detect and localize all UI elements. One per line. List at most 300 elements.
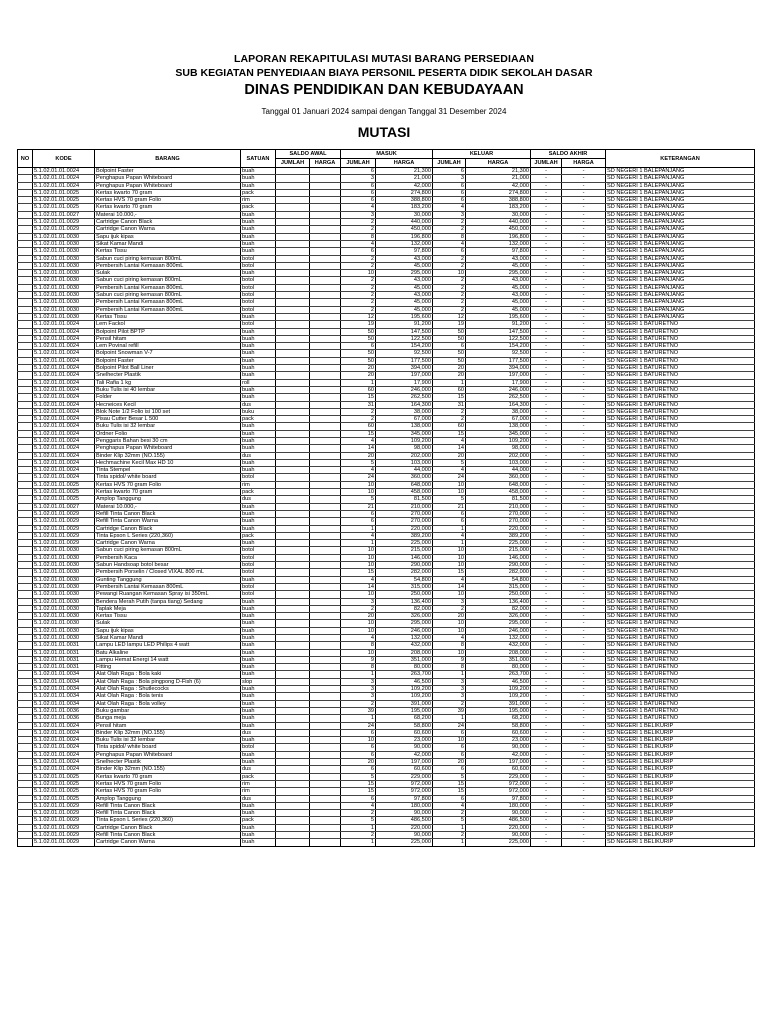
- col-keterangan: KETERANGAN: [606, 150, 755, 168]
- cell-saldo-awal-harga: [310, 795, 341, 802]
- cell-keluar-harga: 46,500: [466, 678, 531, 685]
- report-title-line1: LAPORAN REKAPITULASI MUTASI BARANG PERSEDIAAN: [233, 53, 535, 65]
- cell-keluar-harga: 197,000: [466, 759, 531, 766]
- cell-masuk-jumlah: 1: [341, 671, 376, 678]
- cell-satuan: buah: [241, 343, 276, 350]
- cell-keluar-jumlah: 8: [433, 233, 466, 240]
- cell-saldo-awal-jumlah: [276, 240, 310, 247]
- cell-saldo-akhir-jumlah: -: [531, 678, 562, 685]
- cell-saldo-akhir-harga: -: [562, 350, 606, 357]
- cell-keluar-harga: 138,000: [466, 423, 531, 430]
- cell-saldo-akhir-jumlah: -: [531, 737, 562, 744]
- cell-saldo-akhir-jumlah: -: [531, 620, 562, 627]
- table-row: [18, 197, 755, 204]
- cell-masuk-harga: 21,000: [376, 175, 433, 182]
- cell-no: [18, 175, 33, 182]
- cell-masuk-harga: 81,500: [376, 496, 433, 503]
- cell-keterangan: SD NEGERI 1 BATURETNO: [606, 350, 755, 357]
- cell-saldo-awal-jumlah: [276, 642, 310, 649]
- cell-kode: 5.1.02.01.01.0024: [33, 445, 95, 452]
- cell-no: [18, 613, 33, 620]
- cell-saldo-akhir-harga: -: [562, 832, 606, 839]
- cell-saldo-awal-harga: [310, 591, 341, 598]
- cell-saldo-awal-jumlah: [276, 430, 310, 437]
- cell-kode: 5.1.02.01.01.0024: [33, 474, 95, 481]
- cell-masuk-harga: 263,700: [376, 671, 433, 678]
- table-row: [18, 686, 755, 693]
- cell-kode: 5.1.02.01.01.0029: [33, 518, 95, 525]
- cell-masuk-harga: 97,800: [376, 795, 433, 802]
- cell-saldo-awal-jumlah: [276, 540, 310, 547]
- cell-keterangan: SD NEGERI 1 BALEPANJANG: [606, 270, 755, 277]
- col-keluar-jumlah: JUMLAH: [433, 159, 466, 168]
- cell-saldo-akhir-jumlah: -: [531, 569, 562, 576]
- cell-barang: Refill Tinta Canon Black: [95, 510, 241, 517]
- cell-masuk-jumlah: 10: [341, 737, 376, 744]
- cell-saldo-awal-harga: [310, 365, 341, 372]
- cell-kode: 5.1.02.01.01.0030: [33, 620, 95, 627]
- cell-keluar-jumlah: 14: [433, 583, 466, 590]
- cell-keterangan: SD NEGERI 1 BELIKURIP: [606, 773, 755, 780]
- cell-saldo-akhir-harga: -: [562, 518, 606, 525]
- cell-masuk-jumlah: 5: [341, 817, 376, 824]
- cell-saldo-awal-jumlah: [276, 700, 310, 707]
- cell-saldo-awal-jumlah: [276, 583, 310, 590]
- cell-no: [18, 547, 33, 554]
- table-row: [18, 562, 755, 569]
- cell-keluar-jumlah: 4: [433, 802, 466, 809]
- cell-saldo-awal-harga: [310, 554, 341, 561]
- cell-keterangan: SD NEGERI 1 BELIKURIP: [606, 737, 755, 744]
- cell-barang: Alat Olah Raga : Bola tenis: [95, 693, 241, 700]
- cell-satuan: buah: [241, 635, 276, 642]
- cell-saldo-akhir-harga: -: [562, 678, 606, 685]
- cell-satuan: buah: [241, 700, 276, 707]
- cell-no: [18, 357, 33, 364]
- cell-saldo-akhir-harga: -: [562, 474, 606, 481]
- table-row: [18, 744, 755, 751]
- cell-keluar-harga: 208,000: [466, 649, 531, 656]
- cell-keluar-jumlah: 24: [433, 474, 466, 481]
- cell-kode: 5.1.02.01.01.0025: [33, 795, 95, 802]
- cell-masuk-jumlah: 6: [341, 729, 376, 736]
- cell-saldo-akhir-harga: -: [562, 255, 606, 262]
- cell-kode: 5.1.02.01.01.0030: [33, 547, 95, 554]
- cell-keluar-jumlah: 5: [433, 817, 466, 824]
- cell-keterangan: SD NEGERI 1 BELIKURIP: [606, 810, 755, 817]
- cell-saldo-awal-harga: [310, 328, 341, 335]
- cell-saldo-awal-harga: [310, 671, 341, 678]
- cell-keluar-jumlah: 2: [433, 219, 466, 226]
- cell-saldo-awal-harga: [310, 467, 341, 474]
- cell-kode: 5.1.02.01.01.0024: [33, 343, 95, 350]
- cell-saldo-awal-jumlah: [276, 459, 310, 466]
- cell-satuan: buah: [241, 518, 276, 525]
- cell-kode: 5.1.02.01.01.0024: [33, 350, 95, 357]
- cell-saldo-awal-jumlah: [276, 474, 310, 481]
- cell-saldo-awal-harga: [310, 379, 341, 386]
- cell-saldo-awal-jumlah: [276, 510, 310, 517]
- cell-saldo-akhir-jumlah: -: [531, 481, 562, 488]
- cell-masuk-jumlah: 6: [341, 168, 376, 175]
- cell-saldo-akhir-harga: -: [562, 576, 606, 583]
- cell-saldo-awal-jumlah: [276, 175, 310, 182]
- cell-no: [18, 321, 33, 328]
- cell-no: [18, 255, 33, 262]
- cell-masuk-jumlah: 20: [341, 759, 376, 766]
- cell-masuk-jumlah: 3: [341, 598, 376, 605]
- cell-no: [18, 372, 33, 379]
- cell-no: [18, 182, 33, 189]
- cell-keterangan: SD NEGERI 1 BATURETNO: [606, 583, 755, 590]
- cell-kode: 5.1.02.01.01.0030: [33, 299, 95, 306]
- cell-keluar-jumlah: 15: [433, 569, 466, 576]
- cell-no: [18, 292, 33, 299]
- cell-barang: Folder: [95, 394, 241, 401]
- table-row: [18, 467, 755, 474]
- cell-keluar-jumlah: 31: [433, 401, 466, 408]
- cell-saldo-awal-harga: [310, 540, 341, 547]
- cell-keterangan: SD NEGERI 1 BALEPANJANG: [606, 284, 755, 291]
- cell-saldo-awal-harga: [310, 686, 341, 693]
- cell-masuk-harga: 68,200: [376, 715, 433, 722]
- cell-keluar-harga: 351,000: [466, 656, 531, 663]
- cell-saldo-awal-harga: [310, 664, 341, 671]
- cell-saldo-akhir-jumlah: -: [531, 335, 562, 342]
- cell-satuan: buah: [241, 686, 276, 693]
- cell-keluar-jumlah: 60: [433, 386, 466, 393]
- cell-keterangan: SD NEGERI 1 BELIKURIP: [606, 824, 755, 831]
- cell-saldo-akhir-jumlah: -: [531, 496, 562, 503]
- cell-keterangan: SD NEGERI 1 BELIKURIP: [606, 729, 755, 736]
- col-saldo-awal: SALDO AWAL: [276, 150, 341, 159]
- cell-saldo-awal-jumlah: [276, 372, 310, 379]
- cell-masuk-jumlah: 10: [341, 562, 376, 569]
- cell-keluar-jumlah: 2: [433, 226, 466, 233]
- cell-saldo-awal-jumlah: [276, 678, 310, 685]
- table-row: [18, 510, 755, 517]
- cell-keluar-harga: 90,000: [466, 744, 531, 751]
- cell-keterangan: SD NEGERI 1 BELIKURIP: [606, 802, 755, 809]
- cell-saldo-awal-harga: [310, 642, 341, 649]
- cell-keluar-harga: 136,400: [466, 598, 531, 605]
- cell-masuk-harga: 92,500: [376, 350, 433, 357]
- cell-kode: 5.1.02.01.01.0030: [33, 613, 95, 620]
- cell-barang: Refill Tinta Canon Black: [95, 832, 241, 839]
- cell-keterangan: SD NEGERI 1 BALEPANJANG: [606, 277, 755, 284]
- cell-masuk-harga: 246,000: [376, 627, 433, 634]
- cell-keluar-jumlah: 5: [433, 773, 466, 780]
- cell-saldo-akhir-harga: -: [562, 240, 606, 247]
- cell-satuan: rim: [241, 481, 276, 488]
- cell-satuan: buah: [241, 503, 276, 510]
- cell-masuk-harga: 389,200: [376, 532, 433, 539]
- cell-keluar-harga: 360,000: [466, 474, 531, 481]
- cell-saldo-awal-harga: [310, 627, 341, 634]
- cell-saldo-awal-jumlah: [276, 817, 310, 824]
- cell-saldo-awal-harga: [310, 459, 341, 466]
- cell-masuk-harga: 315,000: [376, 583, 433, 590]
- cell-no: [18, 773, 33, 780]
- cell-satuan: botol: [241, 255, 276, 262]
- cell-saldo-awal-jumlah: [276, 394, 310, 401]
- cell-no: [18, 562, 33, 569]
- cell-satuan: buah: [241, 335, 276, 342]
- col-keluar: KELUAR: [433, 150, 531, 159]
- cell-keterangan: SD NEGERI 1 BALEPANJANG: [606, 175, 755, 182]
- cell-no: [18, 780, 33, 787]
- cell-no: [18, 693, 33, 700]
- cell-no: [18, 598, 33, 605]
- cell-keluar-jumlah: 6: [433, 182, 466, 189]
- cell-saldo-awal-harga: [310, 372, 341, 379]
- cell-saldo-akhir-jumlah: -: [531, 635, 562, 642]
- cell-satuan: botol: [241, 292, 276, 299]
- cell-masuk-jumlah: 8: [341, 233, 376, 240]
- cell-kode: 5.1.02.01.01.0024: [33, 423, 95, 430]
- cell-kode: 5.1.02.01.01.0025: [33, 489, 95, 496]
- cell-masuk-jumlah: 50: [341, 335, 376, 342]
- cell-no: [18, 686, 33, 693]
- cell-saldo-akhir-harga: -: [562, 737, 606, 744]
- cell-masuk-harga: 58,800: [376, 722, 433, 729]
- cell-no: [18, 540, 33, 547]
- cell-keluar-jumlah: 6: [433, 795, 466, 802]
- cell-satuan: botol: [241, 569, 276, 576]
- cell-kode: 5.1.02.01.01.0034: [33, 678, 95, 685]
- cell-barang: Kertas kwarto 70 gram: [95, 773, 241, 780]
- table-row: [18, 226, 755, 233]
- cell-saldo-akhir-jumlah: -: [531, 773, 562, 780]
- cell-keluar-jumlah: 6: [433, 248, 466, 255]
- cell-saldo-awal-jumlah: [276, 569, 310, 576]
- cell-satuan: buah: [241, 671, 276, 678]
- cell-masuk-jumlah: 15: [341, 780, 376, 787]
- cell-saldo-awal-jumlah: [276, 693, 310, 700]
- cell-saldo-akhir-harga: -: [562, 379, 606, 386]
- cell-barang: Kertas Tissu: [95, 613, 241, 620]
- cell-keluar-jumlah: 50: [433, 350, 466, 357]
- cell-barang: Sabun Handsoap botol besar: [95, 562, 241, 569]
- cell-kode: 5.1.02.01.01.0036: [33, 715, 95, 722]
- cell-saldo-awal-harga: [310, 751, 341, 758]
- cell-satuan: pack: [241, 204, 276, 211]
- cell-barang: Lampu LED lampu LED Philips 4 watt: [95, 642, 241, 649]
- cell-keluar-jumlah: 6: [433, 766, 466, 773]
- cell-satuan: botol: [241, 591, 276, 598]
- cell-keterangan: SD NEGERI 1 BATURETNO: [606, 627, 755, 634]
- cell-keluar-jumlah: 8: [433, 642, 466, 649]
- cell-barang: Sabun cuci piring kemasan 800mL: [95, 277, 241, 284]
- cell-saldo-akhir-jumlah: -: [531, 248, 562, 255]
- cell-saldo-akhir-harga: -: [562, 189, 606, 196]
- cell-kode: 5.1.02.01.01.0024: [33, 401, 95, 408]
- cell-saldo-awal-harga: [310, 474, 341, 481]
- table-row: [18, 459, 755, 466]
- cell-masuk-jumlah: 8: [341, 664, 376, 671]
- cell-keluar-harga: 103,000: [466, 459, 531, 466]
- cell-masuk-jumlah: 4: [341, 240, 376, 247]
- cell-keluar-jumlah: 2: [433, 255, 466, 262]
- cell-keluar-harga: 229,000: [466, 773, 531, 780]
- cell-masuk-jumlah: 3: [341, 678, 376, 685]
- cell-no: [18, 313, 33, 320]
- cell-kode: 5.1.02.01.01.0030: [33, 569, 95, 576]
- cell-no: [18, 335, 33, 342]
- cell-saldo-akhir-harga: -: [562, 204, 606, 211]
- cell-saldo-akhir-harga: -: [562, 788, 606, 795]
- cell-no: [18, 817, 33, 824]
- cell-keluar-harga: 195,600: [466, 313, 531, 320]
- col-keluar-harga: HARGA: [466, 159, 531, 168]
- cell-keterangan: SD NEGERI 1 BATURETNO: [606, 554, 755, 561]
- table-row: [18, 365, 755, 372]
- cell-barang: Lampu Hemat Energi 14 watt: [95, 656, 241, 663]
- cell-masuk-harga: 246,000: [376, 386, 433, 393]
- cell-keluar-harga: 154,200: [466, 343, 531, 350]
- cell-barang: Lem Povinal refill: [95, 343, 241, 350]
- cell-keterangan: SD NEGERI 1 BELIKURIP: [606, 780, 755, 787]
- cell-keluar-harga: 391,000: [466, 700, 531, 707]
- cell-kode: 5.1.02.01.01.0025: [33, 788, 95, 795]
- cell-saldo-awal-jumlah: [276, 321, 310, 328]
- table-row: [18, 591, 755, 598]
- cell-no: [18, 729, 33, 736]
- cell-saldo-akhir-jumlah: -: [531, 795, 562, 802]
- cell-keterangan: SD NEGERI 1 BATURETNO: [606, 481, 755, 488]
- cell-barang: Tinta Stempel: [95, 467, 241, 474]
- cell-masuk-harga: 326,000: [376, 613, 433, 620]
- cell-masuk-jumlah: 6: [341, 751, 376, 758]
- cell-masuk-jumlah: 15: [341, 569, 376, 576]
- cell-no: [18, 569, 33, 576]
- cell-saldo-akhir-harga: -: [562, 489, 606, 496]
- cell-saldo-akhir-jumlah: -: [531, 518, 562, 525]
- cell-masuk-jumlah: 3: [341, 693, 376, 700]
- cell-keluar-jumlah: 2: [433, 408, 466, 415]
- cell-satuan: buah: [241, 445, 276, 452]
- cell-saldo-awal-jumlah: [276, 219, 310, 226]
- cell-saldo-awal-harga: [310, 737, 341, 744]
- cell-masuk-harga: 215,000: [376, 547, 433, 554]
- cell-keluar-harga: 44,000: [466, 467, 531, 474]
- cell-barang: Tali Rafia 1 kg: [95, 379, 241, 386]
- cell-keterangan: SD NEGERI 1 BALEPANJANG: [606, 292, 755, 299]
- cell-saldo-akhir-harga: -: [562, 656, 606, 663]
- cell-saldo-awal-jumlah: [276, 481, 310, 488]
- cell-keterangan: SD NEGERI 1 BATURETNO: [606, 613, 755, 620]
- cell-barang: Hechmachine Kecil Max HD 10: [95, 459, 241, 466]
- cell-satuan: rim: [241, 780, 276, 787]
- cell-saldo-awal-harga: [310, 357, 341, 364]
- cell-saldo-akhir-jumlah: -: [531, 189, 562, 196]
- cell-masuk-harga: 229,000: [376, 773, 433, 780]
- cell-saldo-akhir-harga: -: [562, 686, 606, 693]
- cell-masuk-harga: 42,000: [376, 182, 433, 189]
- cell-masuk-jumlah: 6: [341, 189, 376, 196]
- cell-keterangan: SD NEGERI 1 BATURETNO: [606, 372, 755, 379]
- cell-kode: 5.1.02.01.01.0030: [33, 270, 95, 277]
- cell-satuan: buah: [241, 459, 276, 466]
- cell-masuk-jumlah: 4: [341, 532, 376, 539]
- cell-masuk-harga: 30,000: [376, 211, 433, 218]
- table-row: [18, 343, 755, 350]
- cell-no: [18, 832, 33, 839]
- cell-no: [18, 715, 33, 722]
- cell-saldo-akhir-harga: -: [562, 649, 606, 656]
- cell-saldo-awal-harga: [310, 350, 341, 357]
- cell-saldo-akhir-jumlah: -: [531, 700, 562, 707]
- cell-satuan: buah: [241, 824, 276, 831]
- cell-masuk-harga: 45,000: [376, 284, 433, 291]
- cell-barang: Cartridge Canon Warna: [95, 540, 241, 547]
- table-row: [18, 693, 755, 700]
- cell-keterangan: SD NEGERI 1 BATURETNO: [606, 489, 755, 496]
- cell-keluar-harga: 215,000: [466, 547, 531, 554]
- cell-saldo-akhir-jumlah: -: [531, 759, 562, 766]
- cell-saldo-awal-jumlah: [276, 729, 310, 736]
- cell-satuan: buah: [241, 839, 276, 846]
- table-row: [18, 627, 755, 634]
- cell-barang: Kertas HVS 70 gram Folio: [95, 197, 241, 204]
- cell-masuk-jumlah: 6: [341, 518, 376, 525]
- cell-saldo-akhir-jumlah: -: [531, 299, 562, 306]
- cell-saldo-akhir-harga: -: [562, 620, 606, 627]
- cell-masuk-jumlah: 2: [341, 810, 376, 817]
- cell-barang: Cartridge Canon Black: [95, 219, 241, 226]
- cell-masuk-harga: 195,000: [376, 707, 433, 714]
- cell-kode: 5.1.02.01.01.0024: [33, 452, 95, 459]
- cell-satuan: buah: [241, 270, 276, 277]
- cell-kode: 5.1.02.01.01.0030: [33, 313, 95, 320]
- cell-saldo-akhir-jumlah: -: [531, 204, 562, 211]
- cell-saldo-awal-harga: [310, 386, 341, 393]
- table-row: [18, 175, 755, 182]
- cell-keluar-harga: 262,500: [466, 394, 531, 401]
- cell-masuk-harga: 46,500: [376, 678, 433, 685]
- cell-satuan: buah: [241, 605, 276, 612]
- cell-keluar-jumlah: 10: [433, 547, 466, 554]
- cell-keluar-jumlah: 3: [433, 211, 466, 218]
- cell-saldo-akhir-harga: -: [562, 401, 606, 408]
- cell-saldo-akhir-harga: -: [562, 445, 606, 452]
- cell-saldo-awal-harga: [310, 211, 341, 218]
- cell-keluar-jumlah: 20: [433, 365, 466, 372]
- cell-keluar-harga: 250,000: [466, 591, 531, 598]
- cell-keterangan: SD NEGERI 1 BELIKURIP: [606, 795, 755, 802]
- cell-no: [18, 379, 33, 386]
- cell-keterangan: SD NEGERI 1 BATURETNO: [606, 693, 755, 700]
- table-row: [18, 204, 755, 211]
- cell-satuan: pack: [241, 189, 276, 196]
- table-row: [18, 189, 755, 196]
- cell-saldo-akhir-harga: -: [562, 211, 606, 218]
- cell-saldo-akhir-harga: -: [562, 503, 606, 510]
- table-row: [18, 372, 755, 379]
- cell-saldo-akhir-jumlah: -: [531, 642, 562, 649]
- cell-keterangan: SD NEGERI 1 BATURETNO: [606, 547, 755, 554]
- col-masuk: MASUK: [341, 150, 433, 159]
- cell-saldo-akhir-harga: -: [562, 547, 606, 554]
- cell-barang: Buku Tulis isi 32 lembar: [95, 423, 241, 430]
- cell-barang: Cartridge Canon Warna: [95, 226, 241, 233]
- cell-keluar-jumlah: 10: [433, 591, 466, 598]
- cell-kode: 5.1.02.01.01.0024: [33, 766, 95, 773]
- cell-saldo-awal-harga: [310, 678, 341, 685]
- cell-saldo-akhir-harga: -: [562, 284, 606, 291]
- cell-keterangan: SD NEGERI 1 BATURETNO: [606, 335, 755, 342]
- cell-keluar-harga: 972,000: [466, 788, 531, 795]
